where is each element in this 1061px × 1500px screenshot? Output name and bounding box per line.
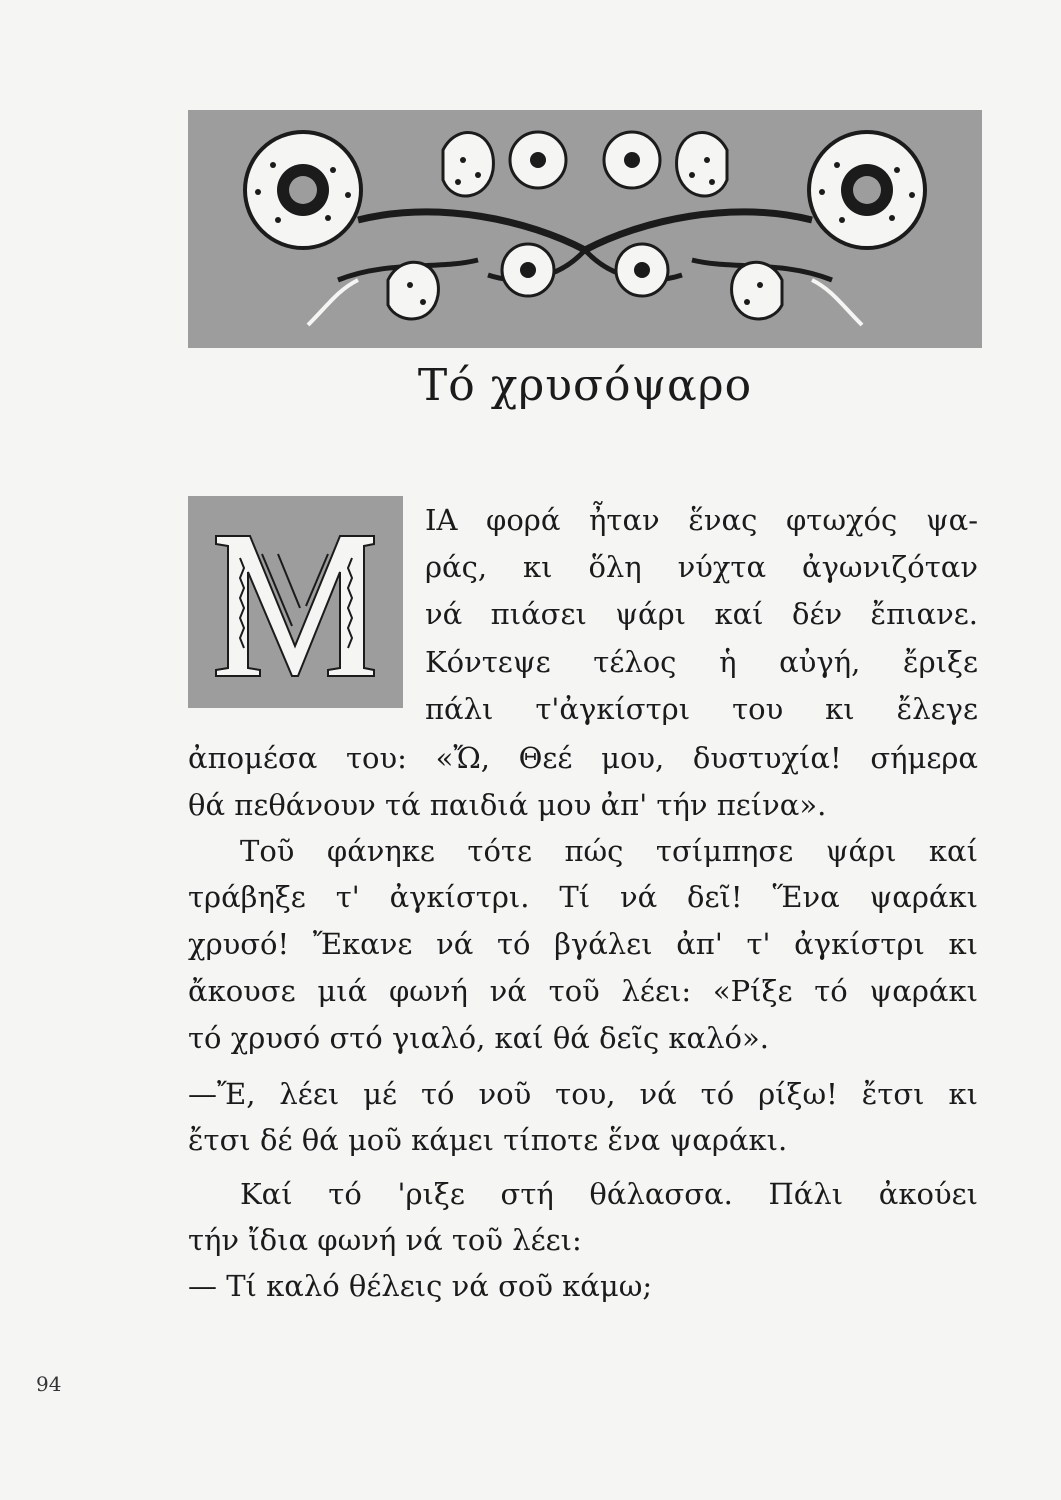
floral-ornament-icon bbox=[188, 110, 982, 348]
text-line: πάλι τ'ἀγκίστρι του κι ἔλεγε bbox=[425, 692, 978, 726]
text-line: Καί τό 'ριξε στή θάλασσα. Πάλι ἀκούει bbox=[240, 1177, 978, 1211]
floral-ornament-header bbox=[188, 110, 982, 348]
text-line: Τοῦ φάνηκε τότε πώς τσίμπησε ψάρι καί bbox=[240, 834, 978, 868]
drop-cap-letter-m-icon bbox=[188, 496, 403, 708]
text-line: τράβηξε τ' ἀγκίστρι. Τί νά δεῖ! Ἕνα ψαράκι bbox=[188, 880, 978, 914]
text-line: τήν ἴδια φωνή νά τοῦ λέει: bbox=[188, 1223, 582, 1257]
text-line: ἔτσι δέ θά μοῦ κάμει τίποτε ἕνα ψαράκι. bbox=[188, 1123, 788, 1157]
text-line: ἀπομέσα του: «Ὤ, Θεέ μου, δυστυχία! σήμερα bbox=[188, 741, 978, 775]
text-line: — Τί καλό θέλεις νά σοῦ κάμω; bbox=[188, 1269, 653, 1303]
text-line: τό χρυσό στό γιαλό, καί θά δεῖς καλό». bbox=[188, 1021, 769, 1055]
page-title: Τό χρυσόψαρο bbox=[417, 360, 753, 411]
text-line: Κόντεψε τέλος ἡ αὐγή, ἔριξε bbox=[425, 645, 978, 679]
text-line: χρυσό! Ἔκανε νά τό βγάλει ἀπ' τ' ἀγκίστρι κι bbox=[188, 927, 978, 961]
text-line: θά πεθάνουν τά παιδιά μου ἀπ' τήν πείνα». bbox=[188, 788, 827, 822]
drop-cap bbox=[188, 496, 403, 708]
page-number: 94 bbox=[36, 1372, 62, 1396]
text-line: ράς, κι ὅλη νύχτα ἀγωνιζόταν bbox=[425, 550, 978, 584]
text-line: ἄκουσε μιά φωνή νά τοῦ λέει: «Ρίξε τό ψαράκι bbox=[188, 974, 978, 1008]
text-line: νά πιάσει ψάρι καί δέν ἔπιανε. bbox=[425, 597, 978, 631]
text-line: —Ἔ, λέει μέ τό νοῦ του, νά τό ρίξω! ἔτσι κι bbox=[188, 1077, 978, 1111]
text-line: ΙΑ φορά ἦταν ἕνας φτωχός ψα- bbox=[425, 503, 978, 537]
